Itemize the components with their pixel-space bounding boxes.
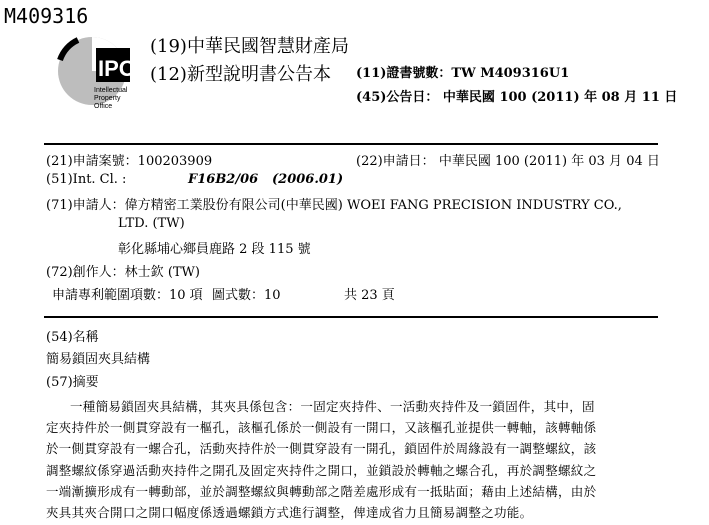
abstract-line: 調整螺紋係穿過活動夾持件之開孔及固定夾持件之開口，並鎖設於轉軸之螺合孔，再於調整螺紋之: [46, 462, 597, 478]
application-date: (22)申請日： 中華民國 100 (2011) 年 03 月 04 日: [356, 154, 660, 169]
office-name: (19)中華民國智慧財產局: [150, 36, 349, 57]
int-cl-label: (51)Int. Cl. :: [46, 172, 127, 187]
abstract-line: 定夾持件於一側貫穿設有一樞孔，該樞孔係於一側設有一開口，又該樞孔並提供一轉軸，該轉軸係: [46, 420, 597, 436]
logo-text-3: Office: [94, 103, 113, 110]
abstract-line: 於一側貫穿設有一螺合孔，活動夾持件於一側貫穿設有一開孔，鎖固件於周緣設有一調整螺紋，該: [46, 441, 597, 457]
document-type: (12)新型說明書公告本: [150, 64, 331, 85]
int-cl-code: F16B2/06: [188, 172, 259, 187]
logo-mark: IPO: [98, 56, 136, 81]
middle-divider: [44, 316, 658, 318]
figure-count: 圖式數：10: [212, 288, 281, 303]
abstract-line: 一種簡易鎖固夾具結構，其夾具係包含：一固定夾持件、一活動夾持件及一鎖固件，其中，固: [70, 399, 595, 414]
title-label: (54)名稱: [46, 330, 99, 345]
application-number: (21)申請案號：100203909: [46, 154, 213, 169]
utility-title: 簡易鎖固夾具結構: [46, 352, 151, 367]
logo-text-1: Intellectual: [94, 87, 128, 94]
page-count: 共 23 頁: [344, 288, 395, 303]
ipo-logo: [52, 30, 144, 112]
creator: (72)創作人：林士欽 (TW): [46, 265, 200, 280]
applicant-country: LTD. (TW): [118, 216, 185, 231]
applicant-address: 彰化縣埔心鄉員鹿路 2 段 115 號: [118, 242, 311, 257]
publication-date: (45)公告日： 中華民國 100 (2011) 年 08 月 11 日: [356, 90, 678, 105]
int-cl-year: (2006.01): [272, 172, 344, 187]
top-divider: [44, 143, 658, 145]
patent-number: M409316: [4, 4, 89, 28]
logo-text-2: Property: [94, 95, 121, 102]
certificate-number: (11)證書號數：TW M409316U1: [356, 66, 570, 81]
abstract-line: 一端漸擴形成有一轉動部，並於調整螺紋與轉動部之階差處形成有一抵貼面；藉由上述結構，由於: [46, 483, 597, 499]
abstract-text: [46, 396, 662, 523]
claim-count: 申請專利範圍項數：10 項: [52, 288, 203, 303]
abstract-label: (57)摘要: [46, 375, 99, 390]
abstract-line: 夾具其夾合開口之開口幅度係透過螺鎖方式進行調整，俾達成省力且簡易調整之功能。: [46, 505, 533, 521]
applicant: (71)申請人：偉方精密工業股份有限公司(中華民國) WOEI FANG PRECISION INDUSTRY CO.,: [46, 198, 622, 213]
